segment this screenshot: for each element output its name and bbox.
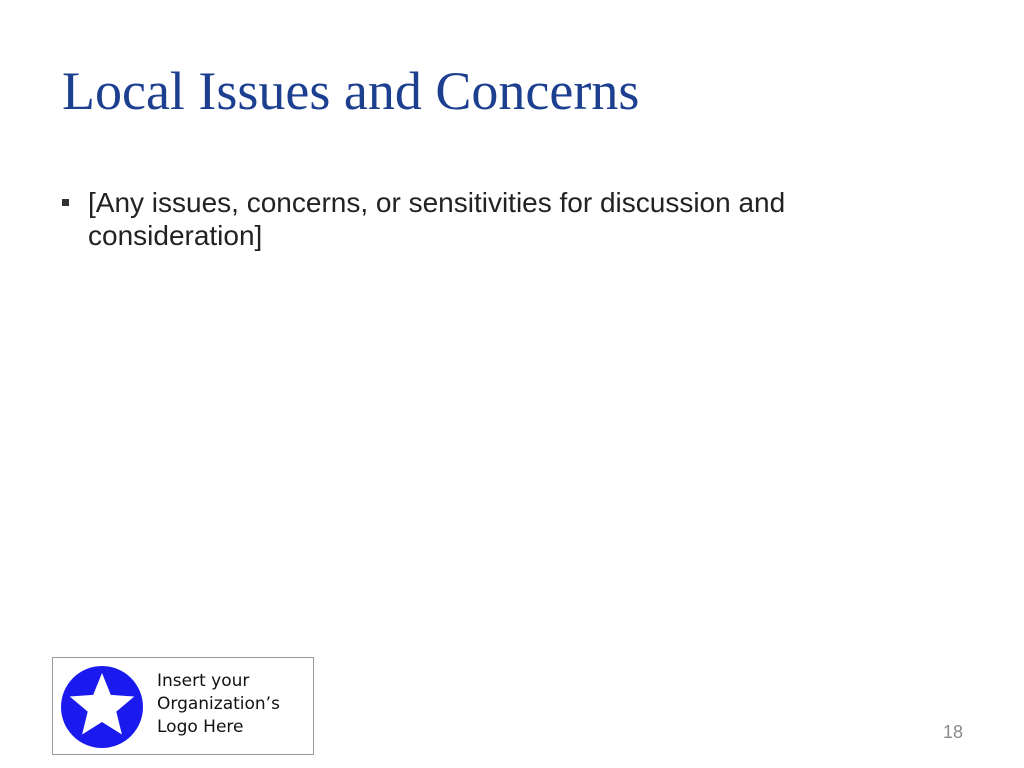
star-in-circle-icon: [60, 665, 144, 749]
bullet-text-line: consideration]: [88, 220, 263, 251]
logo-placeholder-text: [157, 670, 307, 739]
square-bullet-icon: [62, 186, 88, 206]
bullet-item: [62, 186, 922, 252]
logo-text-line: Insert your: [157, 671, 250, 691]
bullet-text-line: [Any issues, concerns, or sensitivities for discussion and: [88, 187, 786, 218]
logo-text-line: Organization’s: [157, 694, 280, 714]
logo-placeholder: [52, 657, 314, 755]
bullet-list: [62, 186, 922, 252]
slide-title: Local Issues and Concerns: [62, 61, 640, 121]
logo-text-line: Logo Here: [157, 717, 244, 737]
page-number: 18: [942, 722, 963, 742]
bullet-text: [88, 186, 785, 252]
